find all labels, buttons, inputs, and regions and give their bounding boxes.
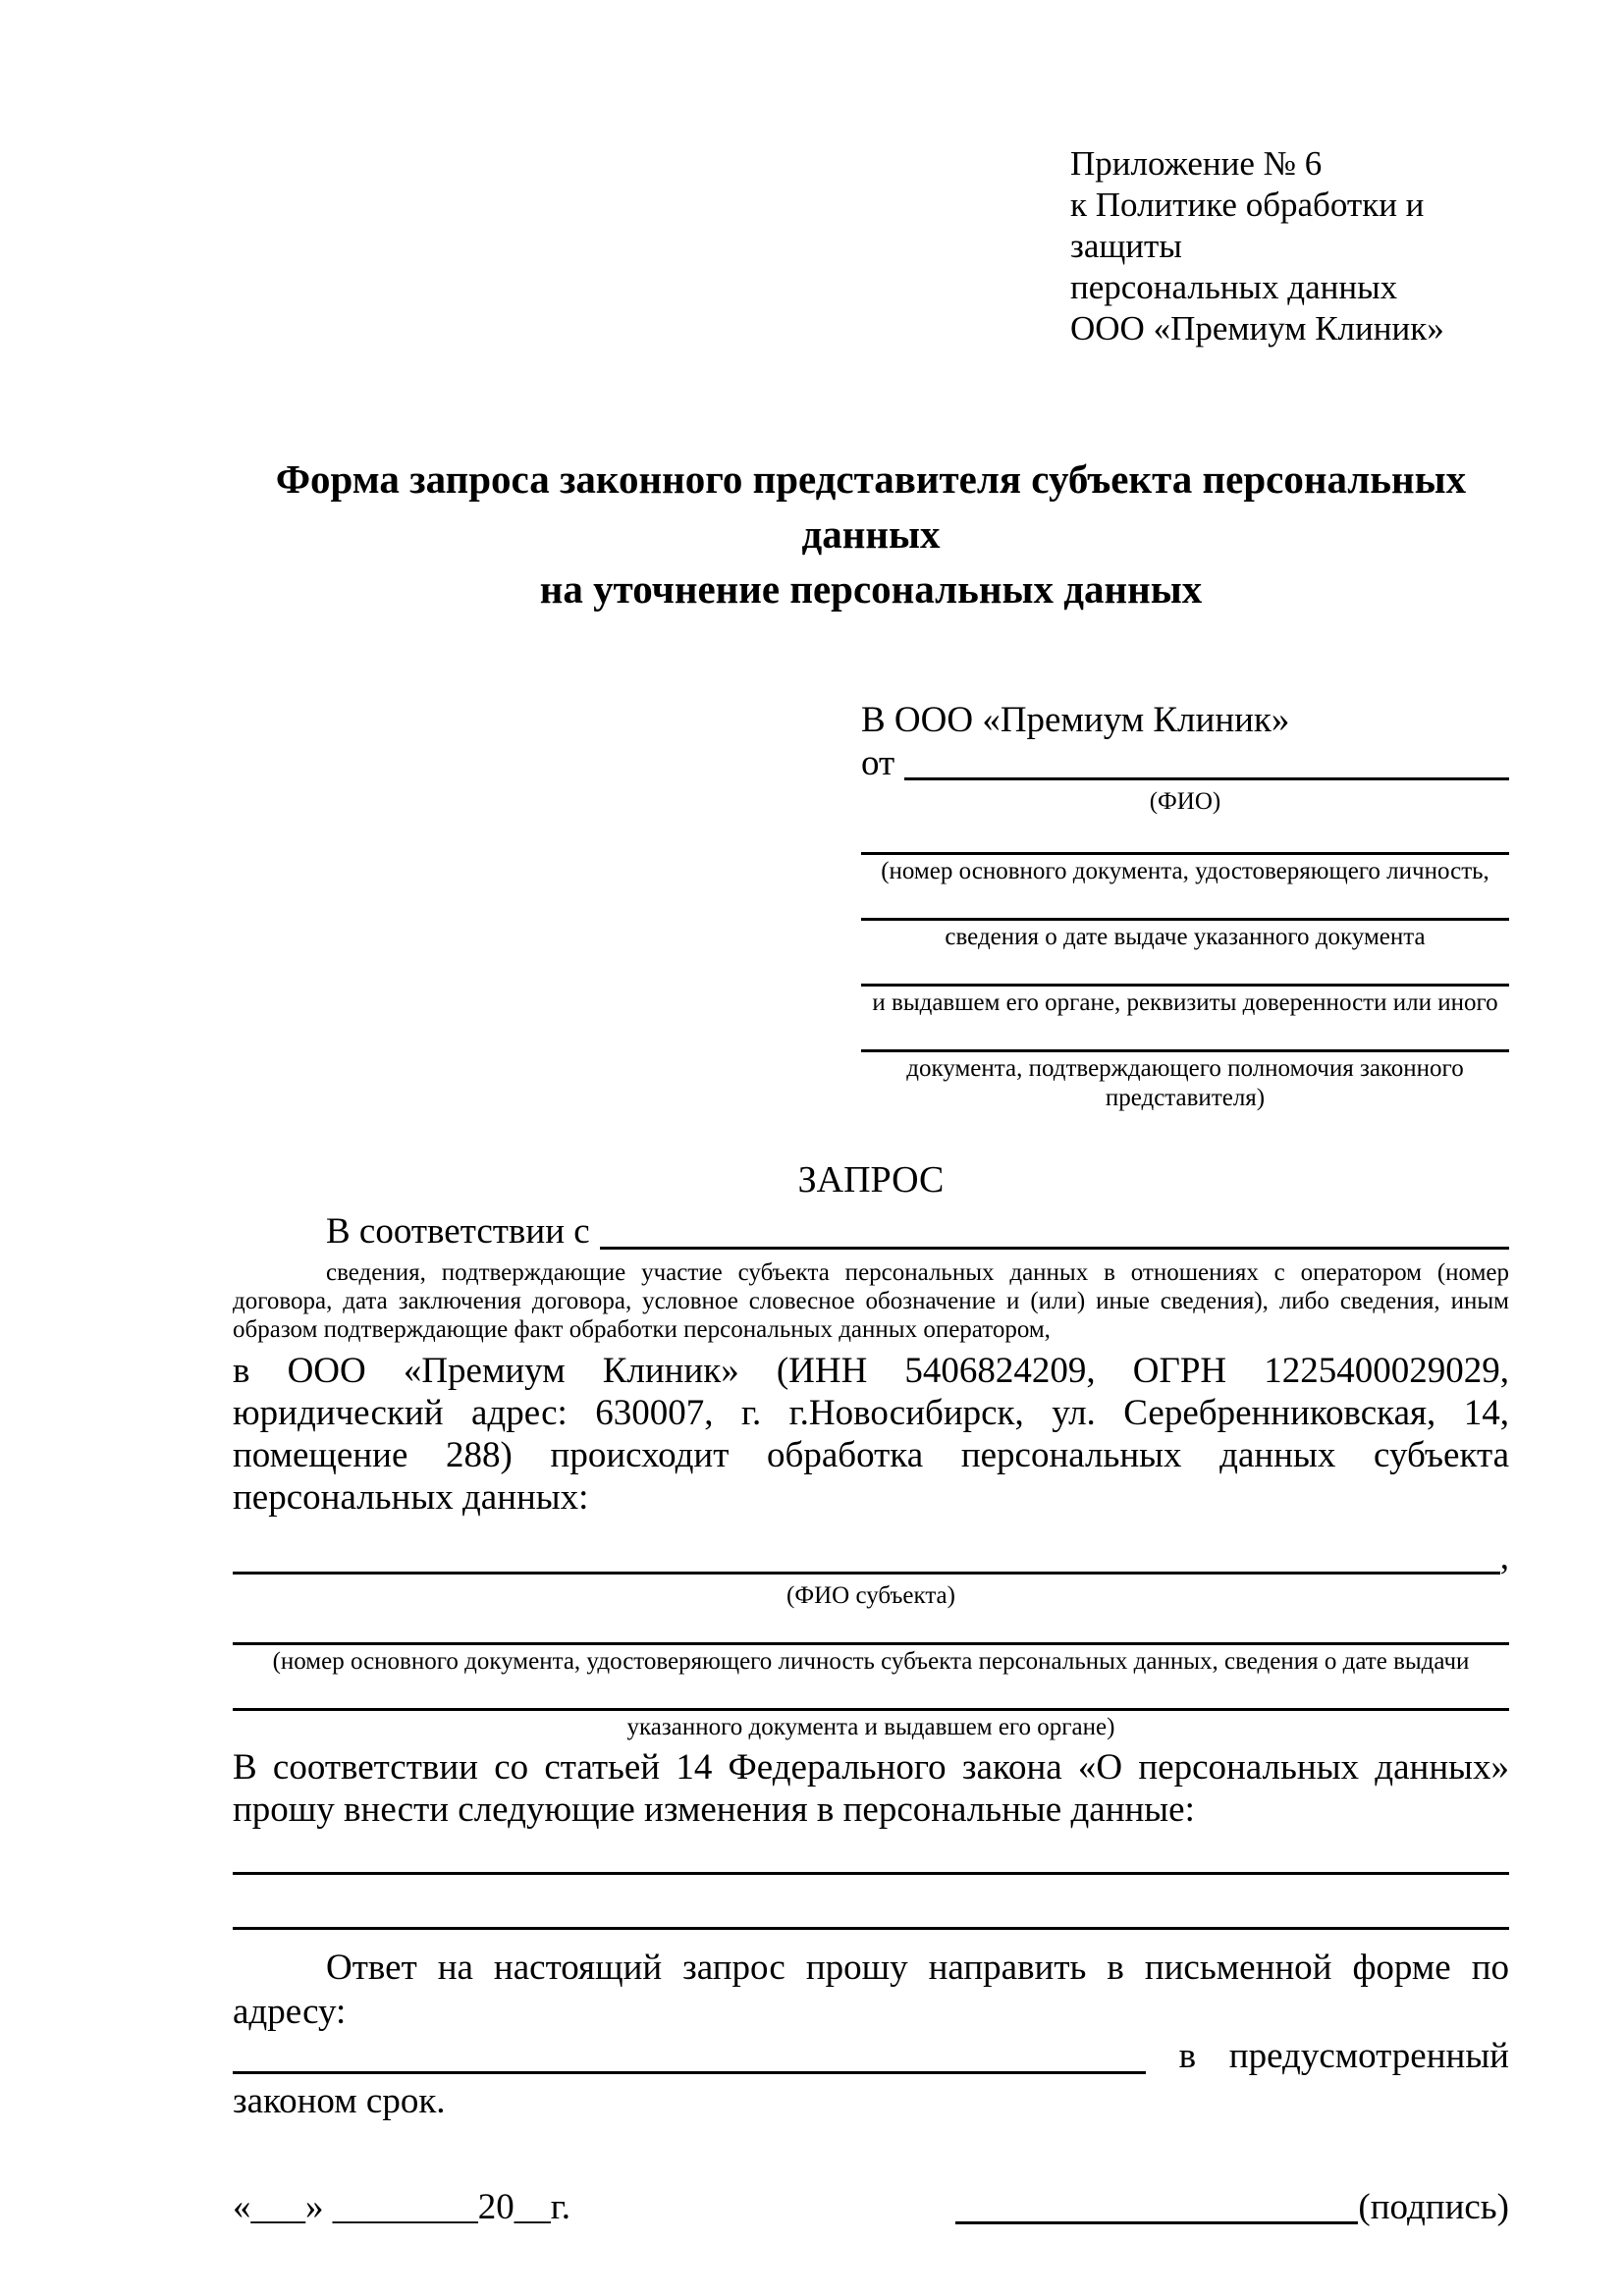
footer-row	[233, 2185, 1509, 2230]
document-title-line: Форма запроса законного представителя субъекта персональных данных	[275, 456, 1467, 557]
paragraph-indent	[233, 1209, 326, 1255]
changes-blank-line-2	[233, 1927, 1509, 1930]
request-heading: ЗАПРОС	[797, 1159, 945, 1201]
subject-fio-caption: (ФИО субъекта)	[786, 1582, 955, 1609]
request-intro-row	[233, 1209, 1509, 1255]
signature-caption: (подпись)	[1358, 2187, 1509, 2227]
issuing-authority-caption: и выдавшем его органе, реквизиты доверенности или иного	[872, 989, 1498, 1016]
document-title-line: на уточнение персональных данных	[539, 566, 1203, 612]
addressee-from-row	[861, 742, 1509, 785]
subject-document-caption: (номер основного документа, удостоверяющего личность субъекта персональных данных, сведения о дате выдачи	[272, 1648, 1470, 1675]
appendix-header-line: ООО «Премиум Клиник»	[1070, 309, 1444, 347]
basis-blank-line	[600, 1209, 1509, 1250]
subject-document-blank-line-2	[233, 1708, 1509, 1711]
subject-fio-blank-line	[233, 1536, 1500, 1575]
request-intro-label: В соответствии с	[326, 1211, 590, 1252]
authority-document-blank-line	[861, 1049, 1509, 1052]
subject-fio-row	[233, 1536, 1509, 1579]
document-content	[233, 143, 1509, 2230]
issue-date-caption: сведения о дате выдаче указанного документа	[945, 924, 1426, 950]
signature-group	[955, 2185, 1509, 2230]
subject-document-caption-2: указанного документа и выдавшем его органе)	[626, 1714, 1115, 1740]
basis-footnote: сведения, подтверждающие участие субъекта персональных данных в отношениях с оператором (номер договора, дата заключения договора, условное словесное обозначение и (или) иные сведения), либо сведения, иным образом подтверждающие факт обработки персональных данных оператором,	[233, 1259, 1509, 1343]
operator-paragraph: в ООО «Премиум Клиник» (ИНН 5406824209, ОГРН 1225400029029, юридический адрес: 630007, г. г.Новосибирск, ул. Серебренниковская, 14, помещение 288) происходит обработка персональных данных субъекта персональных данных:	[233, 1351, 1509, 1518]
reply-word: предусмотренный	[1228, 2036, 1509, 2076]
subject-document-blank-line	[233, 1642, 1509, 1645]
document-number-blank-line	[861, 852, 1509, 855]
appendix-header-line: к Политике обработки и защиты	[1070, 186, 1425, 265]
appendix-header-line: Приложение № 6	[1070, 144, 1323, 183]
reply-address-blank-line	[233, 2034, 1146, 2074]
appendix-header	[1070, 143, 1509, 349]
reply-paragraph-line2	[233, 2034, 1509, 2079]
reply-paragraph-line1: Ответ на настоящий запрос прошу направить в письменной форме по адресу:	[233, 1948, 1509, 2032]
changes-blank-line-1	[233, 1872, 1509, 1875]
reply-paragraph-line3: законом срок.	[233, 2081, 446, 2121]
issue-date-blank-line	[861, 918, 1509, 921]
reply-word: в	[1178, 2036, 1197, 2076]
fio-caption: (ФИО)	[1149, 788, 1221, 815]
addressee-to: В ООО «Премиум Клиник»	[861, 700, 1290, 740]
subject-block	[233, 1536, 1509, 1742]
law-paragraph: В соответствии со статьей 14 Федерального закона «О персональных данных» прошу внести следующие изменения в персональные данные:	[233, 1747, 1509, 1830]
date-blank: «___» ________20__г.	[233, 2187, 571, 2227]
fio-blank-line	[904, 742, 1509, 780]
addressee-block	[861, 699, 1509, 1113]
addressee-from-label: от	[861, 743, 895, 783]
trailing-comma: ,	[1499, 1537, 1509, 1577]
appendix-header-line: персональных данных	[1070, 268, 1398, 306]
document-title	[233, 452, 1509, 616]
authority-document-caption: документа, подтверждающего полномочия законного представителя)	[906, 1055, 1464, 1111]
signature-blank-line	[955, 2185, 1358, 2224]
issuing-authority-blank-line	[861, 984, 1509, 987]
document-number-caption: (номер основного документа, удостоверяющего личность,	[881, 858, 1489, 884]
